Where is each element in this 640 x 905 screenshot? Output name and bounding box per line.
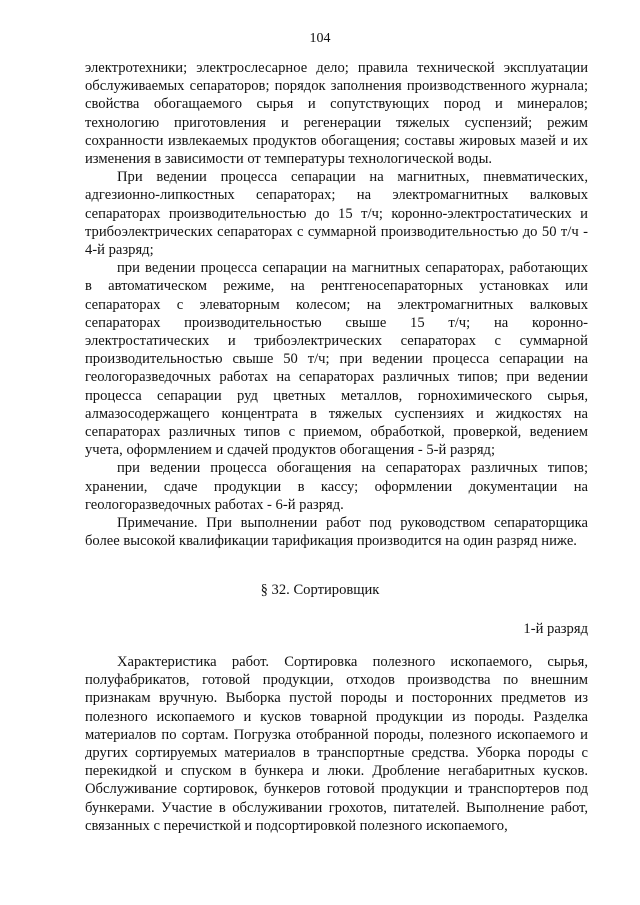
paragraph: При ведении процесса сепарации на магнитных, пневматических, адгезионно-липкостных сепараторах; на электромагнитных валковых сепараторах производительностью до 15 т/ч; коронно-электростатических и трибоэлектрических сепараторах с суммарной производительностью до 50 т/ч - 4-й разряд; bbox=[85, 169, 588, 259]
note-paragraph: Примечание. При выполнении работ под руководством сепараторщика более высокой квалификации тарификация производится на один разряд ниже. bbox=[85, 515, 588, 550]
paragraph: при ведении процесса сепарации на магнитных сепараторах, работающих в автоматическом режиме, на рентгеносепараторных установках или сепараторах с элеваторным колесом; на электромагнитных валковых сепараторах производительностью свыше 15 т/ч; на коронно-электростатических и трибоэлектрических сепараторах с суммарной производительностью свыше 50 т/ч; при ведении процесса сепарации на геологоразведочных работах на сепараторах различных типов; при ведении процесса сепарации руд цветных металлов, горнохимического сырья, алмазосодержащего концентрата в тяжелых суспензиях и жидкостях на сепараторах различных типов с приемом, обработкой, проверкой, ведением учета, оформлением и сдачей продуктов обогащения - 5-й разряд; bbox=[85, 260, 588, 459]
paragraph: Характеристика работ. Сортировка полезного ископаемого, сырья, полуфабрикатов, готовой продукции, отходов производства по внешним признакам вручную. Выборка пустой породы и посторонних предметов из полезного ископаемого и кусков товарной продукции из породы. Разделка материалов по сортам. Погрузка отобранной породы, полезного ископаемого и других сортируемых материалов в транспортные средства. Уборка породы с перекидкой и спуском в бункера и люки. Дробление негабаритных кусков. Обслуживание сортировок, бункеров готовой продукции и транспортеров под бункерами. Участие в обслуживании грохотов, питателей. Выполнение работ, связанных с перечисткой и подсортировкой полезного ископаемого, bbox=[85, 654, 588, 834]
section-title: § 32. Сортировщик bbox=[260, 582, 380, 598]
text-block-bottom bbox=[85, 653, 588, 835]
paragraph: при ведении процесса обогащения на сепараторах различных типов; хранении, сдаче продукции в кассу; оформлении документации на геологоразведочных работах - 6-й разряд. bbox=[85, 460, 588, 513]
text-block-top bbox=[85, 59, 588, 550]
paragraph: электротехники; электрослесарное дело; правила технической эксплуатации обслуживаемых сепараторов; порядок заполнения производственного журнала; свойства обогащаемого сырья и сопутствующих пород и минералов; технологию приготовления и регенерации тяжелых суспензий; режим сохранности извлекаемых продуктов обогащения; составы жировых мазей и их изменения в зависимости от температуры технологической воды. bbox=[85, 60, 588, 168]
page-number: 104 bbox=[309, 31, 331, 46]
grade-label: 1-й разряд bbox=[523, 621, 588, 637]
